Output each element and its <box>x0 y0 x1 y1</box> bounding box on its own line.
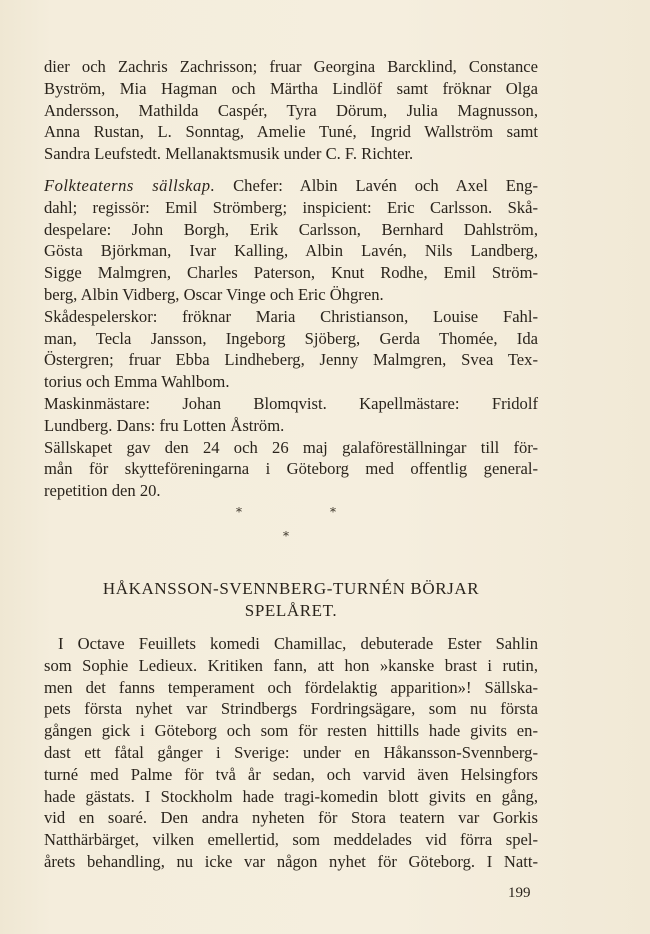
text-line: mån för skytteföreningarna i Göteborg med offentlig general- <box>44 459 538 479</box>
text-line: Andersson, Mathilda Caspér, Tyra Dörum, Julia Magnusson, <box>44 100 538 120</box>
paragraph-folkteatern <box>44 175 538 502</box>
text-line: Sandra Leufstedt. Mellanaktsmusik under C. F. Richter. <box>44 144 414 164</box>
text-line: Gösta Björkman, Ivar Kalling, Albin Lavén, Nils Landberg, <box>44 241 538 261</box>
text-line: Sigge Malmgren, Charles Paterson, Knut Rodhe, Emil Ström- <box>44 263 538 283</box>
text-line: berg, Albin Vidberg, Oscar Vinge och Eric Öhgren. <box>44 284 384 304</box>
text-line: despelare: John Borgh, Erik Carlsson, Bernhard Dahlström, <box>44 219 538 239</box>
text-line: Skådespelerskor: fröknar Maria Christianson, Louise Fahl- <box>44 306 538 326</box>
text-line: gången gick i Göteborg och som för resten hittills hade givits en- <box>44 721 538 741</box>
page-number: 199 <box>508 885 531 901</box>
text-line: turné med Palme för två år sedan, och varvid även Helsingfors <box>44 764 538 784</box>
text-line: dast ett fåtal gånger i Sverige: under en Håkansson-Svennberg- <box>44 742 538 762</box>
text-line: man, Tecla Jansson, Ingeborg Sjöberg, Gerda Thomée, Ida <box>44 328 538 348</box>
text-line: Natthärbärget, vilken emellertid, som meddelades vid förra spel- <box>44 830 538 850</box>
company-name-italic: Folkteaterns sällskap. <box>44 176 216 195</box>
text-line: dier och Zachris Zachrisson; fruar Georgina Barcklind, Constance <box>44 57 538 76</box>
text-line: årets behandling, nu icke var någon nyhet för Göteborg. I Natt- <box>44 851 538 871</box>
section-heading <box>44 578 538 622</box>
text-line: torius och Emma Wahlbom. <box>44 372 230 392</box>
text-line: Byström, Mia Hagman och Märtha Lindlöf samt fröknar Olga <box>44 78 538 98</box>
heading-line: HÅKANSSON-SVENNBERG-TURNÉN BÖRJAR <box>102 579 480 598</box>
text-line: Östergren; fruar Ebba Lindheberg, Jenny Malmgren, Svea Tex- <box>44 350 538 370</box>
text-line: dahl; regissör: Emil Strömberg; inspicient: Eric Carlsson. Skå- <box>44 197 538 217</box>
text-line: repetition den 20. <box>44 481 161 501</box>
paragraph-cast-list <box>44 56 538 165</box>
text-line: Lundberg. Dans: fru Lotten Åström. <box>44 415 285 435</box>
text-line: pets första nyhet var Strindbergs Fordringsägare, som nu första <box>44 699 538 719</box>
text-line: men det fanns temperament och fördelaktig apparition»! Sällska- <box>44 677 538 697</box>
text-line: vid en soaré. Den andra nyheten för Stora teatern var Gorkis <box>44 808 538 828</box>
star-ornament: * <box>236 505 242 519</box>
heading-line: SPELÅRET. <box>244 601 338 620</box>
text-line: som Sophie Ledieux. Kritiken fann, att hon »kanske brast i rutin, <box>44 655 538 675</box>
text-line: I Octave Feuillets komedi Chamillac, debuterade Ester Sahlin <box>58 634 538 653</box>
text-line <box>44 175 538 197</box>
star-ornament: * <box>330 505 336 519</box>
text-line: hade gästats. I Stockholm hade tragi-komedin blott givits en gång, <box>44 786 538 806</box>
star-ornament: * <box>283 529 289 543</box>
text-line: Sällskapet gav den 24 och 26 maj galaföreställningar till för- <box>44 437 538 457</box>
paragraph-turne <box>44 633 538 873</box>
text-line: Anna Rustan, L. Sonntag, Amelie Tuné, Ingrid Wallström samt <box>44 122 538 142</box>
text-fragment: Chefer: Albin Lavén och Axel Eng- <box>215 176 539 195</box>
text-line: Maskinmästare: Johan Blomqvist. Kapellmästare: Fridolf <box>44 393 538 413</box>
